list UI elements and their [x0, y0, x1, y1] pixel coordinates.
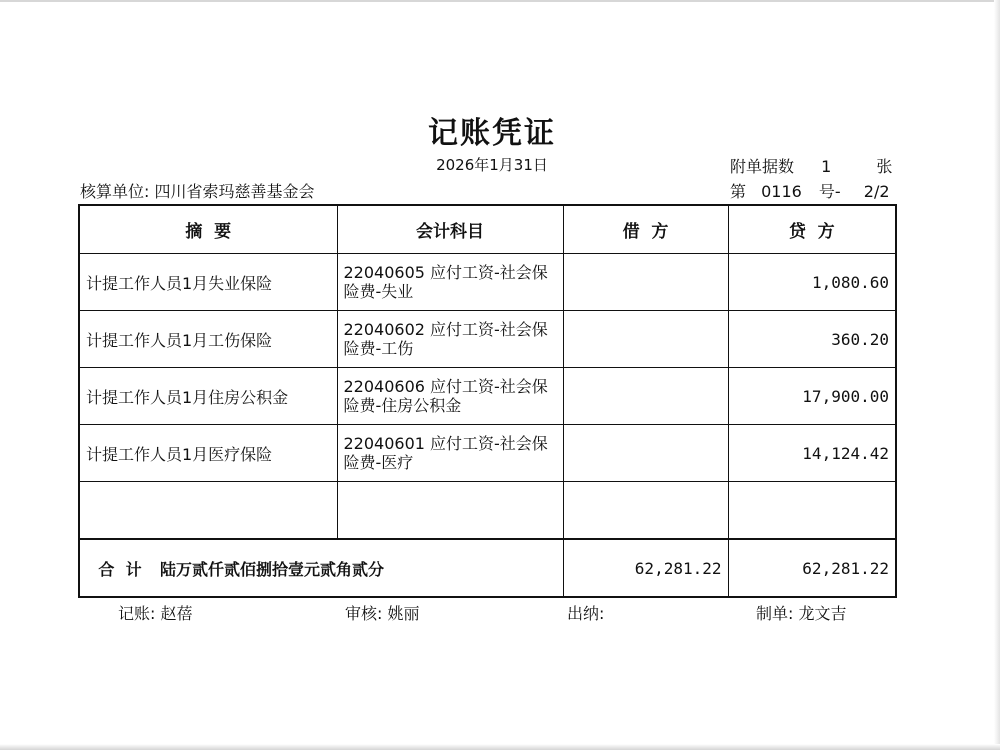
- page-indicator: 2/2: [863, 182, 890, 201]
- row-account: 22040602 应付工资-社会保险费-工伤: [337, 311, 563, 368]
- row-debit: [563, 425, 728, 482]
- number-suffix: 号-: [818, 182, 841, 201]
- header-credit: 贷 方: [728, 205, 896, 254]
- row-credit: [728, 482, 896, 540]
- row-account: 22040605 应付工资-社会保险费-失业: [337, 254, 563, 311]
- row-summary: [79, 482, 337, 540]
- row-credit: 14,124.42: [728, 425, 896, 482]
- voucher-title: 记账凭证: [428, 116, 556, 151]
- table-row: [79, 311, 896, 368]
- footer-reviewer: [345, 601, 420, 624]
- number-prefix: 第: [730, 182, 747, 201]
- row-account: 22040606 应付工资-社会保险费-住房公积金: [337, 368, 563, 425]
- header-summary: 摘 要: [79, 205, 337, 254]
- footer-cashier: [567, 601, 604, 624]
- table-row: [79, 254, 896, 311]
- footer-preparer: [756, 601, 847, 624]
- table-header-row: [79, 205, 896, 254]
- total-label: 合 计: [98, 559, 142, 579]
- row-summary: 计提工作人员1月住房公积金: [79, 368, 337, 425]
- voucher-date: 2026年1月31日: [436, 156, 548, 174]
- row-debit: [563, 368, 728, 425]
- row-debit: [563, 482, 728, 540]
- total-debit: 62,281.22: [563, 539, 728, 597]
- row-credit: 360.20: [728, 311, 896, 368]
- table-row: [79, 368, 896, 425]
- table-row: [79, 425, 896, 482]
- voucher-number: [730, 179, 890, 202]
- preparer-label: 制单:: [756, 604, 794, 623]
- preparer-name: 龙文吉: [798, 604, 847, 623]
- scan-edge-right: [994, 0, 1000, 750]
- total-row: [79, 539, 896, 597]
- reviewer-name: 姚丽: [387, 604, 420, 623]
- voucher-table: [78, 204, 897, 598]
- attachment-info: [730, 154, 892, 177]
- table-row-empty: [79, 482, 896, 540]
- attachment-count: 1: [821, 157, 832, 176]
- row-account: 22040601 应付工资-社会保险费-医疗: [337, 425, 563, 482]
- row-debit: [563, 254, 728, 311]
- row-debit: [563, 311, 728, 368]
- attachment-label: 附单据数: [730, 157, 795, 176]
- total-cell: [79, 539, 563, 597]
- row-summary: 计提工作人员1月失业保险: [79, 254, 337, 311]
- header-debit: 借 方: [563, 205, 728, 254]
- total-credit: 62,281.22: [728, 539, 896, 597]
- row-summary: 计提工作人员1月医疗保险: [79, 425, 337, 482]
- footer-bookkeeper: [118, 601, 193, 624]
- bookkeeper-name: 赵蓓: [160, 604, 193, 623]
- row-credit: 1,080.60: [728, 254, 896, 311]
- row-summary: 计提工作人员1月工伤保险: [79, 311, 337, 368]
- header-account: 会计科目: [337, 205, 563, 254]
- total-amount-in-words: 陆万贰仟贰佰捌拾壹元贰角贰分: [160, 559, 385, 579]
- row-credit: 17,900.00: [728, 368, 896, 425]
- attachment-unit: 张: [876, 157, 893, 176]
- unit-label: 核算单位:: [80, 182, 150, 201]
- bookkeeper-label: 记账:: [118, 604, 156, 623]
- accounting-unit: [80, 179, 315, 202]
- row-account: [337, 482, 563, 540]
- scan-edge-top: [0, 0, 1000, 2]
- unit-name: 四川省索玛慈善基金会: [154, 182, 315, 201]
- number-value: 0116: [761, 182, 802, 201]
- scan-edge-bottom: [0, 744, 1000, 750]
- cashier-label: 出纳:: [567, 604, 605, 623]
- reviewer-label: 审核:: [345, 604, 383, 623]
